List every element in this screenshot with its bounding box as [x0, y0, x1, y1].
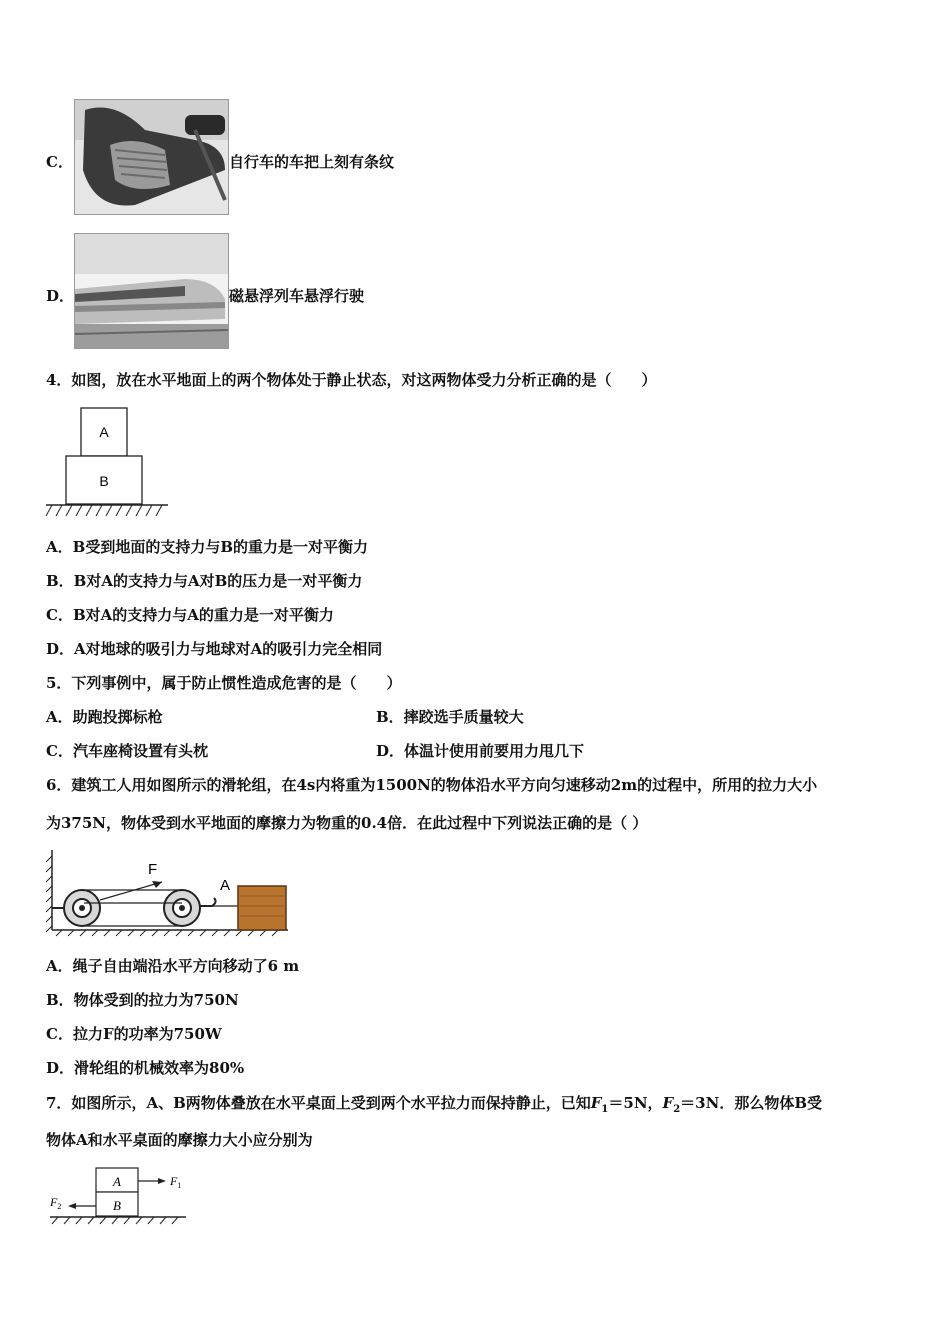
q6-option-d: D．滑轮组的机械效率为80%: [46, 1059, 245, 1077]
q4-stem: 4．如图，放在水平地面上的两个物体处于静止状态，对这两物体受力分析正确的是（ ）: [46, 371, 657, 389]
q7-block-b-label: B: [113, 1198, 121, 1213]
q6-option-c: C．拉力F的功率为750W: [46, 1025, 222, 1043]
q5-option-b: B．摔跤选手质量较大: [376, 708, 524, 726]
q6-option-a: A．绳子自由端沿水平方向移动了6 m: [46, 957, 300, 975]
q7-stem-line1: [46, 1093, 822, 1120]
q6-option-b: B．物体受到的拉力为750N: [46, 991, 239, 1009]
q7-f2-value: ＝3N．那么物体B受: [680, 1094, 822, 1112]
q4-option-a: A．B受到地面的支持力与B的重力是一对平衡力: [46, 538, 368, 556]
q7-f1-label: $F_1$: [170, 1174, 182, 1190]
q5-stem: 5．下列事例中，属于防止惯性造成危害的是（ ）: [46, 674, 402, 692]
q7-table-hatching: [52, 1217, 178, 1224]
q6-floor-hatching: [56, 930, 278, 936]
q7-f2-sub: 2: [673, 1104, 681, 1115]
q3-option-c-label: C．: [46, 153, 73, 171]
q6-wooden-block: [238, 886, 286, 930]
maglev-train-photo: [74, 233, 229, 349]
q4-block-a-label: A: [99, 424, 109, 440]
bicycle-grip-image: [75, 100, 228, 214]
q4-ground-hatching: [46, 505, 162, 516]
q6-point-a-label: A: [220, 877, 231, 894]
q6-stem-line1: 6．建筑工人用如图所示的滑轮组，在4s内将重为1500N的物体沿水平方向匀速移动2m的过程中，所用的拉力大小: [46, 776, 818, 794]
q7-f1-symbol: F: [590, 1094, 602, 1112]
q6-pulley-system-figure: [44, 848, 290, 938]
q7-f2-label: $F_2$: [50, 1195, 62, 1211]
q4-block-b-label: B: [99, 473, 109, 489]
q4-stacked-blocks-figure: [44, 404, 170, 520]
q3-option-d-text: 磁悬浮列车悬浮行驶: [229, 287, 365, 305]
q7-f1-sub: 1: [601, 1104, 609, 1115]
q7-block-a-label: A: [113, 1174, 121, 1189]
q6-force-label: F: [148, 861, 158, 878]
q4-option-b: B．B对A的支持力与A对B的压力是一对平衡力: [46, 572, 363, 590]
q7-f1-value: ＝5N，: [608, 1094, 663, 1112]
maglev-train-image: [75, 234, 228, 348]
q5-option-a: A．助跑投掷标枪: [46, 708, 163, 726]
q6-wall-hatching: [46, 856, 52, 932]
q7-stem-pre: 7．如图所示，A、B两物体叠放在水平桌面上受到两个水平拉力而保持静止，已知: [46, 1094, 591, 1112]
q6-hook: [200, 898, 216, 906]
q7-stem-line2: 物体A和水平桌面的摩擦力大小应分别为: [46, 1131, 313, 1149]
q4-option-c: C．B对A的支持力与A的重力是一对平衡力: [46, 606, 334, 624]
q3-option-d-label: D．: [46, 287, 75, 305]
q4-option-d: D．A对地球的吸引力与地球对A的吸引力完全相同: [46, 640, 383, 658]
q3-option-c-text: 自行车的车把上刻有条纹: [229, 153, 395, 171]
bicycle-grip-photo: [74, 99, 229, 215]
q7-f2-symbol: F: [662, 1094, 674, 1112]
q5-option-c: C．汽车座椅设置有头枕: [46, 742, 208, 760]
q5-option-d: D．体温计使用前要用力甩几下: [376, 742, 585, 760]
q7-stacked-blocks-figure: [44, 1164, 190, 1230]
q6-stem-line2: 为375N，物体受到水平地面的摩擦力为物重的0.4倍．在此过程中下列说法正确的是（ ）: [46, 814, 648, 832]
